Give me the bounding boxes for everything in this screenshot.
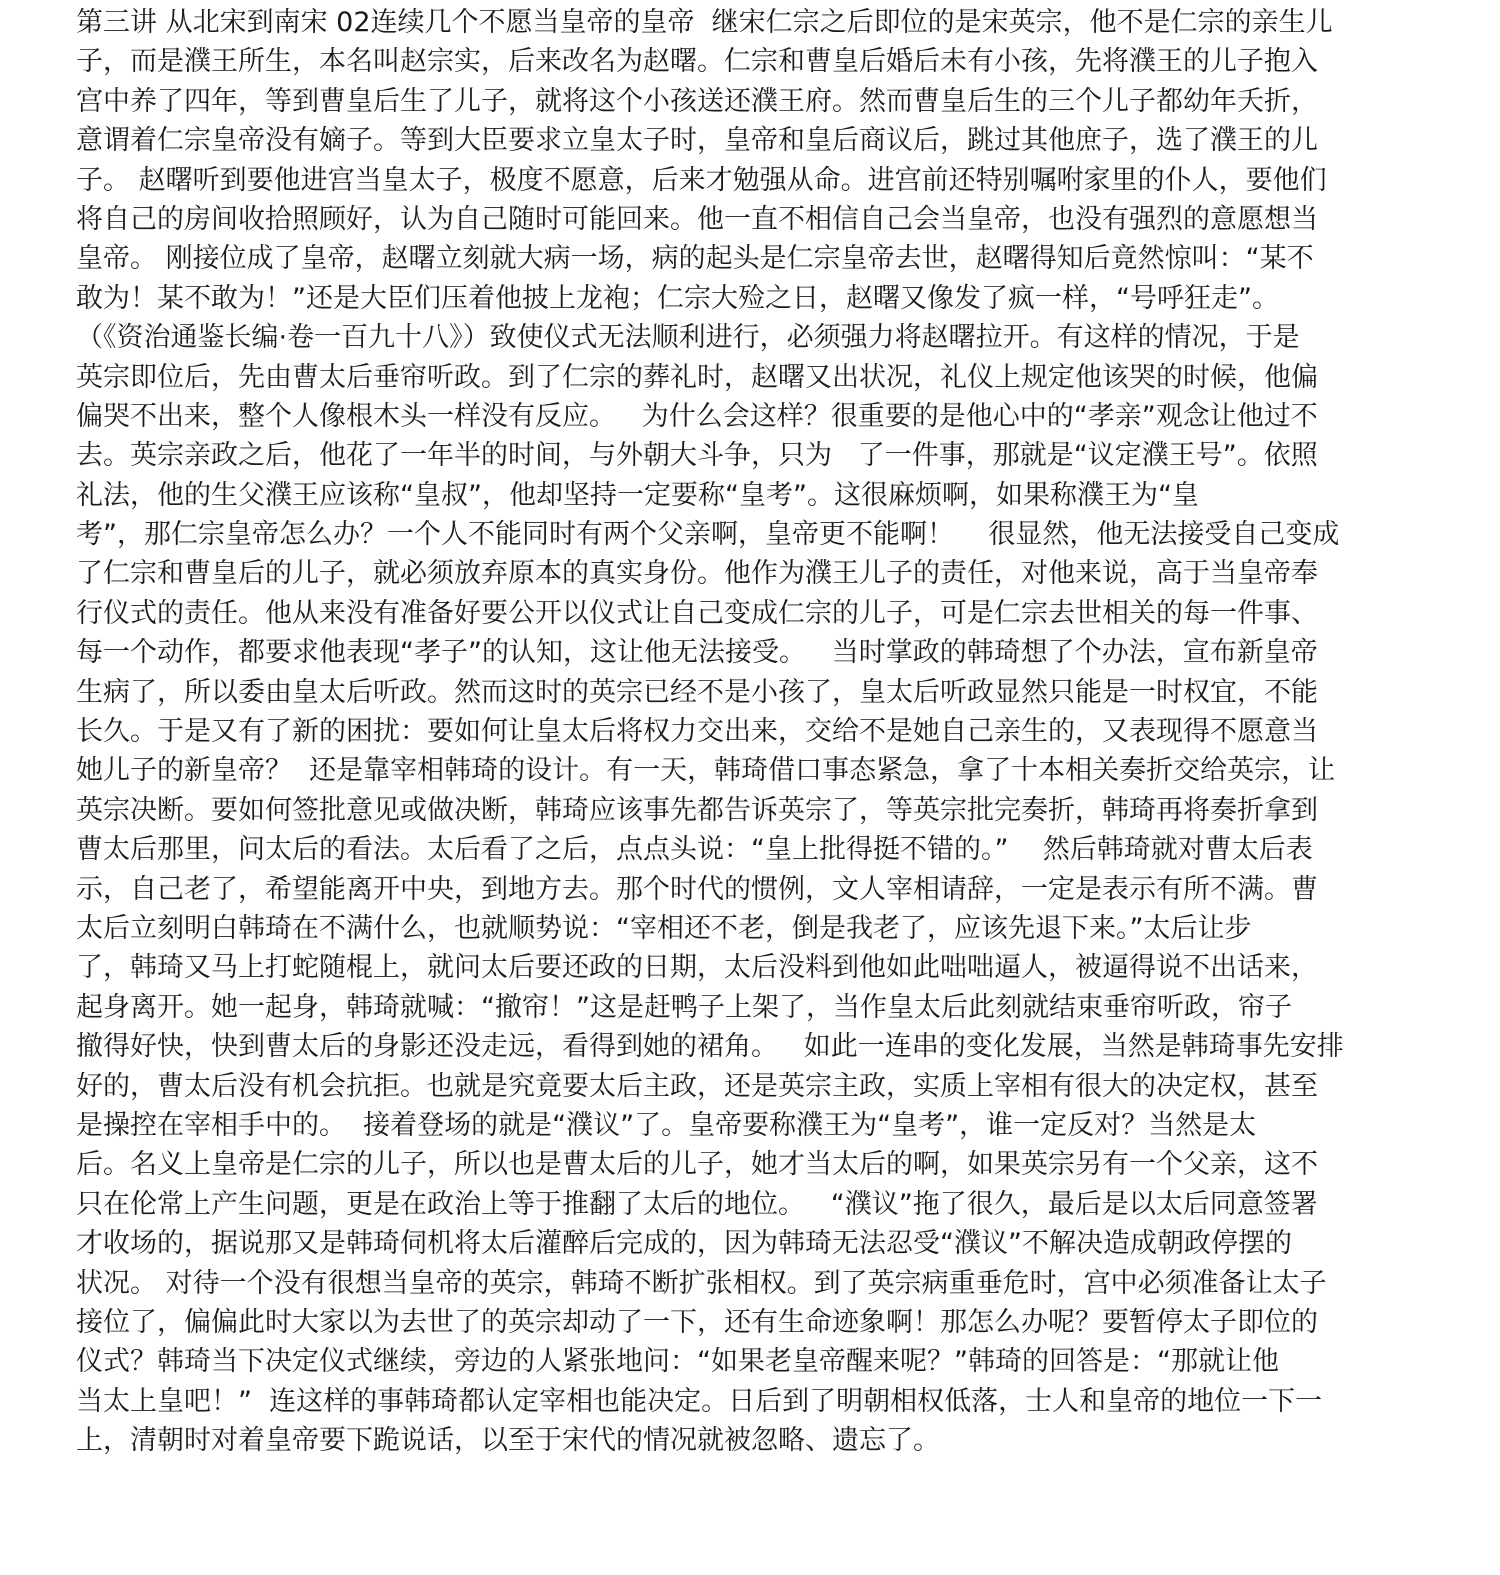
text-line: 好的，曹太后没有机会抗拒。也就是究竟要太后主政，还是英宗主政，实质上宰相有很大的决定权，甚至 — [76, 1070, 1318, 1102]
text-line: 偏哭不出来，整个人像根木头一样没有反应。 为什么会这样？很重要的是他心中的“孝亲”观念让他过不 — [76, 400, 1318, 432]
text-line: 每一个动作，都要求他表现“孝子”的认知，这让他无法接受。 当时掌政的韩琦想了个办法，宣布新皇帝 — [76, 637, 1318, 669]
text-line: 接位了，偏偏此时大家以为去世了的英宗却动了一下，还有生命迹象啊！那怎么办呢？要暂停太子即位的 — [76, 1306, 1318, 1338]
text-line: 当太上皇吧！” 连这样的事韩琦都认定宰相也能决定。日后到了明朝相权低落，士人和皇帝的地位一下一 — [76, 1385, 1323, 1417]
text-line: 太后立刻明白韩琦在不满什么，也就顺势说：“宰相还不老，倒是我老了，应该先退下来。”太后让步 — [76, 912, 1252, 944]
text-line: 状况。 对待一个没有很想当皇帝的英宗，韩琦不断扩张相权。到了英宗病重垂危时，宫中必须准备让太子 — [76, 1267, 1327, 1299]
text-line: 是操控在宰相手中的。 接着登场的就是“濮议”了。皇帝要称濮王为“皇考”，谁一定反对？当然是太 — [76, 1109, 1257, 1141]
text-line: 撤得好快，快到曹太后的身影还没走远，看得到她的裙角。 如此一连串的变化发展，当然是韩琦事先安排 — [76, 1031, 1344, 1063]
text-line: 第三讲 从北宋到南宋 02连续几个不愿当皇帝的皇帝 继宋仁宗之后即位的是宋英宗，他不是仁宗的亲生儿 — [76, 7, 1333, 38]
text-line: 敢为！某不敢为！”还是大臣们压着他披上龙袍；仁宗大殓之日，赵曙又像发了疯一样，“号呼狂走”。 — [76, 282, 1279, 314]
text-line: （《资治通鉴长编·卷一百九十八》）致使仪式无法顺利进行，必须强力将赵曙拉开。有这样的情况，于是 — [76, 322, 1300, 354]
text-line: 后。名义上皇帝是仁宗的儿子，所以也是曹太后的儿子，她才当太后的啊，如果英宗另有一个父亲，这不 — [76, 1149, 1318, 1181]
text-line: 长久。于是又有了新的困扰：要如何让皇太后将权力交出来，交给不是她自己亲生的，又表现得不愿意当 — [76, 716, 1318, 748]
text-line: 上，清朝时对着皇帝要下跪说话，以至于宋代的情况就被忽略、遗忘了。 — [76, 1425, 940, 1457]
text-line: 只在伦常上产生问题，更是在政治上等于推翻了太后的地位。 “濮议”拖了很久，最后是以太后同意签署 — [76, 1188, 1318, 1220]
text-line: 起身离开。她一起身，韩琦就喊：“撤帘！”这是赶鸭子上架了，当作皇太后此刻就结束垂帘听政，帘子 — [76, 991, 1292, 1023]
text-line: 英宗即位后，先由曹太后垂帘听政。到了仁宗的葬礼时，赵曙又出状况，礼仪上规定他该哭的时候，他偏 — [76, 361, 1318, 393]
text-line: 了，韩琦又马上打蛇随棍上，就问太后要还政的日期，太后没料到他如此咄咄逼人，被逼得说不出话来， — [76, 952, 1318, 984]
text-line: 曹太后那里，问太后的看法。太后看了之后，点点头说：“皇上批得挺不错的。” 然后韩琦就对曹太后表 — [76, 834, 1313, 866]
text-line: 示，自己老了，希望能离开中央，到地方去。那个时代的惯例，文人宰相请辞，一定是表示有所不满。曹 — [76, 873, 1318, 905]
text-line: 行仪式的责任。他从来没有准备好要公开以仪式让自己变成仁宗的儿子，可是仁宗去世相关的每一件事、 — [76, 597, 1318, 629]
text-line: 英宗决断。要如何签批意见或做决断，韩琦应该事先都告诉英宗了，等英宗批完奏折，韩琦再将奏折拿到 — [76, 794, 1318, 826]
text-line: 子。 赵曙听到要他进宫当皇太子，极度不愿意，后来才勉强从命。进宫前还特别嘱咐家里的仆人，要他们 — [76, 164, 1327, 196]
text-line: 皇帝。 刚接位成了皇帝，赵曙立刻就大病一场，病的起头是仁宗皇帝去世，赵曙得知后竟然惊叫：“某不 — [76, 243, 1314, 275]
text-line: 去。英宗亲政之后，他花了一年半的时间，与外朝大斗争，只为 了一件事，那就是“议定濮王号”。依照 — [76, 440, 1318, 472]
text-line: 了仁宗和曹皇后的儿子，就必须放弃原本的真实身份。他作为濮王儿子的责任，对他来说，高于当皇帝奉 — [76, 558, 1318, 590]
text-line: 仪式？韩琦当下决定仪式继续，旁边的人紧张地问：“如果老皇帝醒来呢？”韩琦的回答是：“那就让他 — [76, 1346, 1279, 1378]
text-line: 将自己的房间收拾照顾好，认为自己随时可能回来。他一直不相信自己会当皇帝，也没有强烈的意愿想当 — [76, 203, 1318, 235]
article-body — [76, 0, 1476, 1460]
text-line: 才收场的，据说那又是韩琦伺机将太后灌醉后完成的，因为韩琦无法忍受“濮议”不解决造成朝政停摆的 — [76, 1228, 1292, 1260]
text-line: 考”，那仁宗皇帝怎么办？一个人不能同时有两个父亲啊，皇帝更不能啊！ 很显然，他无法接受自己变成 — [76, 519, 1340, 551]
text-line: 宫中养了四年，等到曹皇后生了儿子，就将这个小孩送还濮王府。然而曹皇后生的三个儿子都幼年夭折， — [76, 85, 1318, 117]
text-line: 礼法，他的生父濮王应该称“皇叔”，他却坚持一定要称“皇考”。这很麻烦啊，如果称濮王为“皇 — [76, 479, 1199, 511]
text-line: 意谓着仁宗皇帝没有嫡子。等到大臣要求立皇太子时，皇帝和皇后商议后，跳过其他庶子，选了濮王的儿 — [76, 125, 1318, 157]
text-line: 子，而是濮王所生，本名叫赵宗实，后来改名为赵曙。仁宗和曹皇后婚后未有小孩，先将濮王的儿子抱入 — [76, 46, 1318, 78]
text-line: 她儿子的新皇帝？ 还是靠宰相韩琦的设计。有一天，韩琦借口事态紧急，拿了十本相关奏折交给英宗，让 — [76, 755, 1336, 787]
text-line: 生病了，所以委由皇太后听政。然而这时的英宗已经不是小孩了，皇太后听政显然只能是一时权宜，不能 — [76, 676, 1318, 708]
